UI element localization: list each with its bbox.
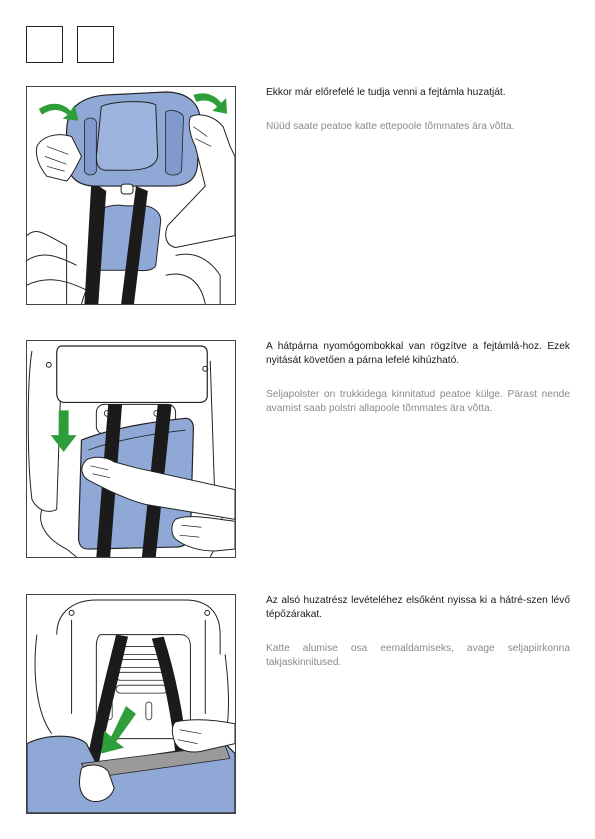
step-3-illustration (26, 594, 236, 814)
step-2-text (266, 340, 570, 416)
headrest (57, 346, 208, 402)
step-1-text (266, 86, 570, 134)
step-3-text-hungarian: Az alsó huzatrész levételéhez elsőként nyissa ki a hátré-szen lévő tépőzárakat. (266, 595, 570, 620)
step-1-text-hungarian: Ekkor már előrefelé le tudja venni a fejtámla huzatját. (266, 87, 506, 98)
arrow-left (39, 104, 79, 121)
step-3-text-estonian: Katte alumise osa eemaldamiseks, avage seljapiirkonna takjaskinnitused. (266, 643, 570, 668)
language-box-2 (77, 26, 114, 63)
step-2-illustration (26, 340, 236, 558)
step-3-text (266, 594, 570, 670)
step-1-illustration (26, 86, 236, 305)
step-2-text-hungarian: A hátpárna nyomógombokkal van rögzítve a fejtámlá-hoz. Ezek nyitását követően a párna lefelé kihúzható. (266, 341, 570, 366)
arrow-down (51, 410, 77, 452)
step-1-text-estonian: Nüüd saate peatoe katte ettepoole tõmmates ära võtta. (266, 121, 515, 132)
language-box-1 (26, 26, 63, 63)
step-2-text-estonian: Seljapolster on trukkidega kinnitatud peatoe külge. Pärast nende avamist saab polstri allapoole tõmmates ära võtta. (266, 389, 570, 414)
